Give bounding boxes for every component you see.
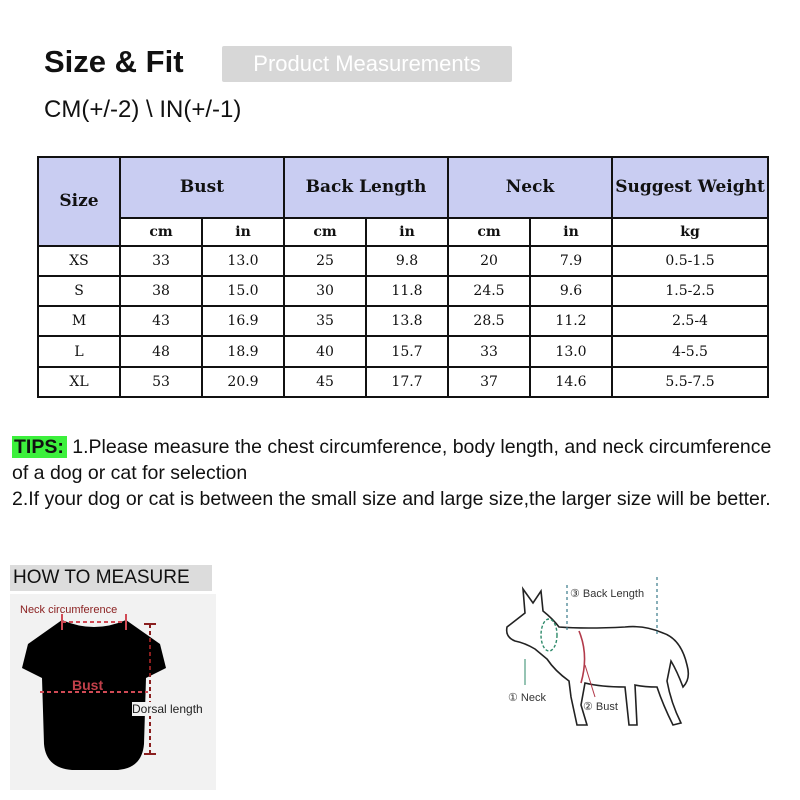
table-cell: 13.8: [366, 306, 448, 336]
units-note: CM(+/-2) \ IN(+/-1): [44, 96, 242, 123]
table-cell: 28.5: [448, 306, 530, 336]
table-row: [38, 336, 768, 366]
table-cell: 7.9: [530, 246, 612, 276]
page-title: Size & Fit: [44, 44, 184, 79]
table-cell: 1.5-2.5: [612, 276, 768, 306]
tips-text-2: 2.If your dog or cat is between the small size and large size,the larger size will be better.: [12, 488, 771, 510]
dog-bust-label: ② Bust: [583, 701, 618, 713]
unit-header: cm: [120, 218, 202, 246]
bust-header: Bust: [120, 157, 284, 218]
table-cell: 35: [284, 306, 366, 336]
unit-header: cm: [448, 218, 530, 246]
tips-text-1: 1.Please measure the chest circumference, body length, and neck circumference of a dog or cat for selection: [12, 436, 772, 484]
unit-header: kg: [612, 218, 768, 246]
table-cell: 11.8: [366, 276, 448, 306]
back-length-label: ③ Back Length: [570, 588, 645, 600]
size-cell: XL: [38, 367, 120, 397]
table-cell: 53: [120, 367, 202, 397]
table-cell: 37: [448, 367, 530, 397]
table-cell: 38: [120, 276, 202, 306]
table-cell: 15.7: [366, 336, 448, 366]
table-cell: 2.5-4: [612, 306, 768, 336]
table-cell: 30: [284, 276, 366, 306]
size-cell: XS: [38, 246, 120, 276]
table-cell: 13.0: [530, 336, 612, 366]
tips-label: TIPS:: [12, 436, 67, 458]
table-cell: 20.9: [202, 367, 284, 397]
tips-section: [12, 434, 792, 512]
unit-header: in: [530, 218, 612, 246]
table-cell: 16.9: [202, 306, 284, 336]
how-to-measure-title: HOW TO MEASURE: [10, 565, 212, 591]
back-length-header: Back Length: [284, 157, 448, 218]
table-cell: 43: [120, 306, 202, 336]
table-cell: 33: [120, 246, 202, 276]
table-cell: 17.7: [366, 367, 448, 397]
garment-shirt-icon: [10, 594, 216, 790]
table-cell: 11.2: [530, 306, 612, 336]
bust-label: Bust: [72, 677, 104, 693]
table-cell: 48: [120, 336, 202, 366]
table-cell: 25: [284, 246, 366, 276]
tips-line-1: [12, 434, 792, 486]
dog-measure-diagram-icon: [495, 575, 705, 745]
product-measurements-badge: Product Measurements: [222, 46, 512, 82]
table-cell: 45: [284, 367, 366, 397]
size-table: [37, 156, 769, 398]
size-cell: L: [38, 336, 120, 366]
size-header: Size: [38, 157, 120, 246]
table-cell: 4-5.5: [612, 336, 768, 366]
neck-header: Neck: [448, 157, 612, 218]
table-cell: 9.8: [366, 246, 448, 276]
table-cell: 0.5-1.5: [612, 246, 768, 276]
table-row: [38, 367, 768, 397]
table-cell: 9.6: [530, 276, 612, 306]
unit-header: in: [202, 218, 284, 246]
suggest-weight-header: Suggest Weight: [612, 157, 768, 218]
table-cell: 40: [284, 336, 366, 366]
table-row: [38, 276, 768, 306]
table-cell: 14.6: [530, 367, 612, 397]
unit-header: in: [366, 218, 448, 246]
table-cell: 20: [448, 246, 530, 276]
table-cell: 5.5-7.5: [612, 367, 768, 397]
size-cell: M: [38, 306, 120, 336]
table-cell: 24.5: [448, 276, 530, 306]
table-row: [38, 306, 768, 336]
table-cell: 33: [448, 336, 530, 366]
garment-measure-illustration: [10, 594, 216, 790]
size-cell: S: [38, 276, 120, 306]
table-cell: 15.0: [202, 276, 284, 306]
unit-header: cm: [284, 218, 366, 246]
table-cell: 13.0: [202, 246, 284, 276]
table-row: [38, 246, 768, 276]
table-cell: 18.9: [202, 336, 284, 366]
dog-neck-label: ① Neck: [508, 692, 546, 704]
neck-circumference-label: Neck circumference: [20, 604, 118, 616]
dorsal-length-label: Dorsal length: [132, 702, 203, 716]
